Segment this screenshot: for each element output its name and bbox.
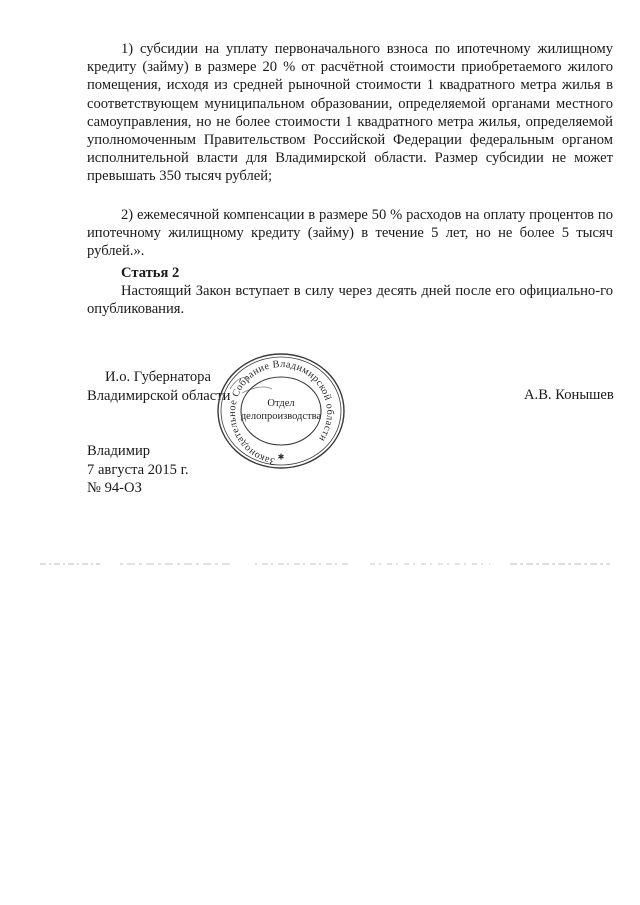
- official-stamp: [214, 349, 348, 473]
- law-number: № 94-ОЗ: [87, 480, 142, 496]
- paragraph-compensation: [87, 206, 613, 261]
- scan-artifact-line: [40, 562, 610, 566]
- stamp-ring-text: Законодательное Собрание Владимирской области: [227, 358, 336, 467]
- city: Владимир: [87, 443, 151, 459]
- adoption-date: 7 августа 2015 г.: [87, 461, 189, 478]
- signatory-name: А.В. Конышев: [524, 387, 614, 403]
- svg-text:✱: ✱: [277, 452, 285, 462]
- paragraph-subsidy: [87, 40, 613, 186]
- paragraph-2-text: 2) ежемесячной компенсации в размере 50 % расходов на оплату процентов по ипотечному жилищному кредиту (займу) в течение 5 лет, но не более 5 тысяч рублей.».: [87, 207, 613, 260]
- signatory-title-line1: И.о. Губернатора: [105, 369, 211, 385]
- paragraph-3-text: Настоящий Закон вступает в силу через десять дней после его официально-го опубликования.: [87, 283, 613, 318]
- paragraph-entry-into-force: [87, 282, 613, 318]
- paragraph-1-text: 1) субсидии на уплату первоначального взноса по ипотечному жилищному кредиту (займу) в размере 20 % от расчётной стоимости приобретаемого жилого помещения, исходя из средней рыночной стоимости 1 квадратного метра жилья в соответствующем муниципальном образовании, определяемой органами местного самоуправления, но не более стоимости 1 квадратного метра жилья, определяемой уполномоченным Правительством Российской Федерации федеральным органом исполнительной власти для Владимирской области. Размер субсидии не может превышать 350 тысяч рублей;: [87, 41, 613, 185]
- stamp-center-line2: делопроизводства: [240, 411, 322, 422]
- signatory-title-line2: Владимирской области: [87, 387, 231, 404]
- place-and-date: [87, 442, 189, 498]
- stamp-seal-icon: [214, 349, 348, 473]
- stamp-center-line1: Отдел: [267, 398, 295, 409]
- signatory-title: [87, 368, 230, 405]
- article-heading: Статья 2: [121, 265, 180, 281]
